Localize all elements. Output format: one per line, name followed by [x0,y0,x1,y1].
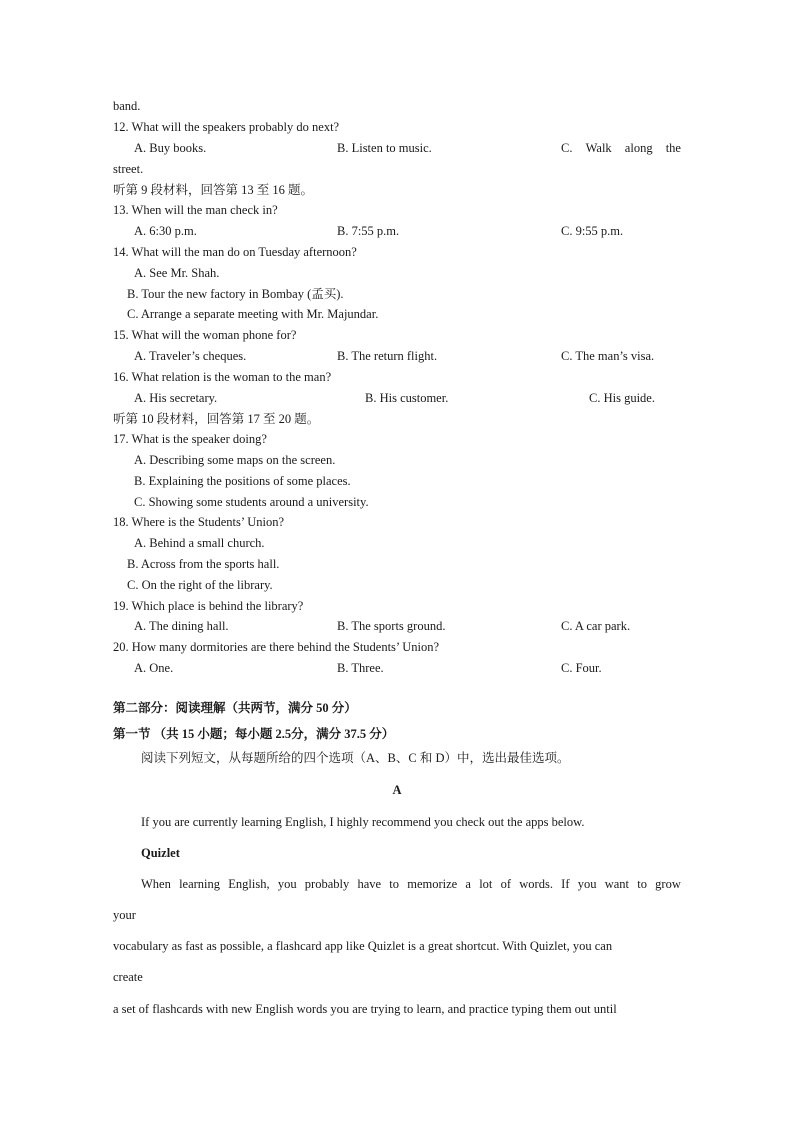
question-16-option-a: A. His secretary. [134,391,218,405]
word: a [465,877,471,891]
question-15-stem: 15. What will the woman phone for? [113,328,297,342]
question-19-option-a: A. The dining hall. [134,619,229,633]
question-14-option-c: C. Arrange a separate meeting with Mr. Majundar. [127,307,379,321]
passage-intro: If you are currently learning English, I highly recommend you check out the apps below. [141,815,585,829]
part-two-title: 第二部分：阅读理解（共两节，满分 50 分） [113,701,357,715]
passage-letter: A [392,783,402,797]
question-12-option-c [561,140,681,156]
paragraph-line-3: a set of flashcards with new English words you are trying to learn, and practice typing them out until [113,1002,617,1016]
question-20-option-c: C. Four. [561,661,602,675]
word: English, [228,877,270,891]
question-13-stem: 13. When will the man check in? [113,203,278,217]
question-18-option-a: A. Behind a small church. [134,536,265,550]
word: memorize [407,877,458,891]
question-14-stem: 14. What will the man do on Tuesday afternoon? [113,245,357,259]
word: to [389,877,399,891]
word: Walk [585,141,612,155]
question-14-option-a: A. See Mr. Shah. [134,266,220,280]
question-20-option-a: A. One. [134,661,174,675]
word: of [500,877,512,891]
question-12-stem: 12. What will the speakers probably do next? [113,120,340,134]
question-18-option-b: B. Across from the sports hall. [127,557,280,571]
question-12-option-b: B. Listen to music. [337,141,432,155]
paragraph-line-1 [141,876,681,892]
word: probably [304,877,350,891]
question-20-option-b: B. Three. [337,661,384,675]
question-15-option-c: C. The man’s visa. [561,349,655,363]
paragraph-line-2-tail: create [113,970,143,984]
word: When [141,877,171,891]
word: along [624,141,653,155]
word: words. [519,877,553,891]
question-16-stem: 16. What relation is the woman to the man? [113,370,332,384]
question-18-stem: 18. Where is the Students’ Union? [113,515,285,529]
question-16-option-c: C. His guide. [589,391,655,405]
question-15-option-b: B. The return flight. [337,349,438,363]
question-13-option-b: B. 7:55 p.m. [337,224,400,238]
question-11-continuation: band. [113,99,141,113]
section-9-heading: 听第 9 段材料，回答第 13 至 16 题。 [113,183,314,197]
question-20-stem: 20. How many dormitories are there behind the Students’ Union? [113,640,440,654]
question-17-option-c: C. Showing some students around a university. [134,495,369,509]
question-17-option-a: A. Describing some maps on the screen. [134,453,336,467]
question-19-option-b: B. The sports ground. [337,619,446,633]
question-18-option-c: C. On the right of the library. [127,578,273,592]
question-14-option-b: B. Tour the new factory in Bombay (孟买). [127,287,344,301]
word: C. [561,141,573,155]
question-13-option-a: A. 6:30 p.m. [134,224,197,238]
paragraph-line-2: vocabulary as fast as possible, a flashcard app like Quizlet is a great shortcut. With Quizlet, you can [113,939,613,953]
question-19-stem: 19. Which place is behind the library? [113,599,304,613]
word: want [604,877,629,891]
section-10-heading: 听第 10 段材料，回答第 17 至 20 题。 [113,412,320,426]
word: you [277,877,297,891]
question-12-option-c-tail: street. [113,162,144,176]
question-13-option-c: C. 9:55 p.m. [561,224,624,238]
word: grow [655,877,681,891]
word: you [577,877,597,891]
section-one-title: 第一节 （共 15 小题；每小题 2.5分，满分 37.5 分） [113,727,395,741]
question-17-stem: 17. What is the speaker doing? [113,432,267,446]
reading-instructions: 阅读下列短文，从每题所给的四个选项（A、B、C 和 D）中，选出最佳选项。 [141,751,570,765]
paragraph-line-1-tail: your [113,908,136,922]
word: lot [479,877,493,891]
word: If [561,877,570,891]
word: have [357,877,382,891]
word: the [665,141,681,155]
word: learning [179,877,221,891]
question-12-option-a: A. Buy books. [134,141,207,155]
question-16-option-b: B. His customer. [365,391,449,405]
question-19-option-c: C. A car park. [561,619,631,633]
app-heading-quizlet: Quizlet [141,846,180,860]
question-17-option-b: B. Explaining the positions of some places. [134,474,351,488]
question-15-option-a: A. Traveler’s cheques. [134,349,247,363]
word: to [637,877,647,891]
